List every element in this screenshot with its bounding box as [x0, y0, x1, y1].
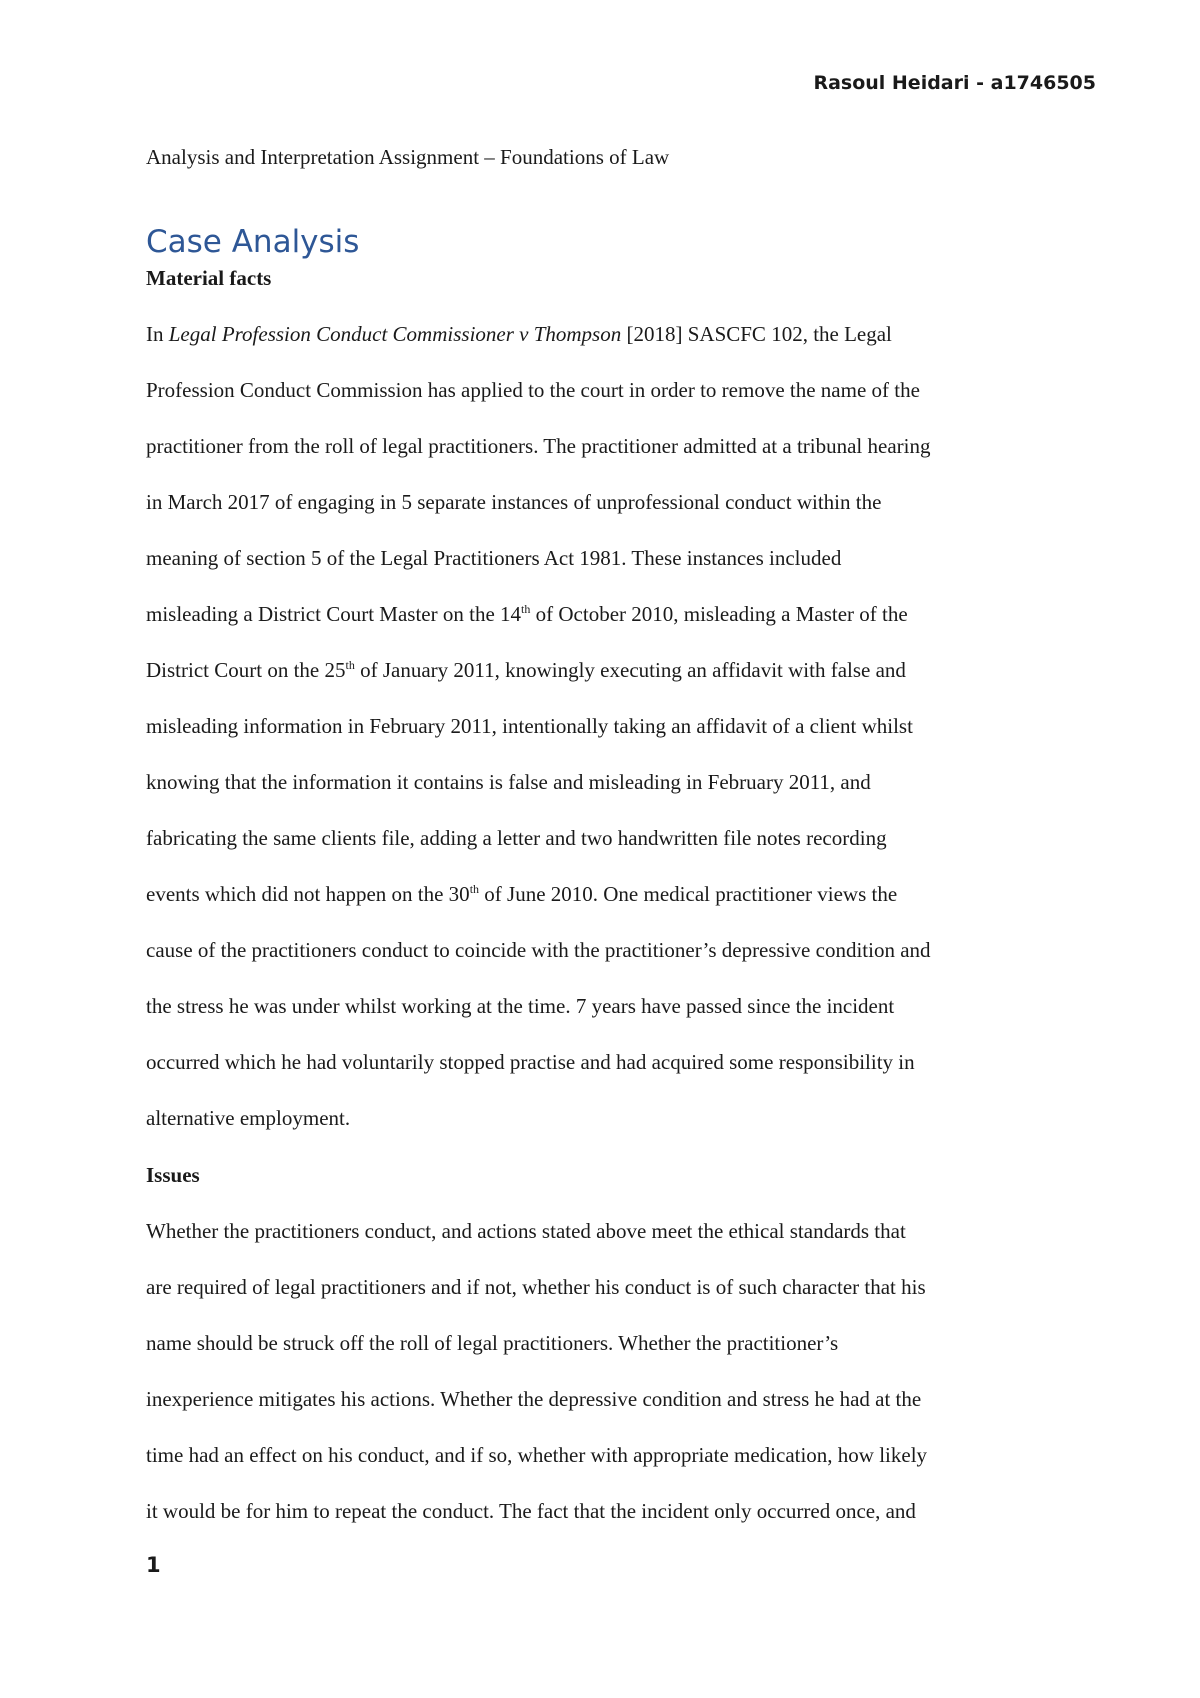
paragraph-material-facts	[146, 306, 1066, 1146]
text-line: are required of legal practitioners and if not, whether his conduct is of such character that his	[146, 1275, 926, 1299]
ordinal-superscript: th	[521, 602, 531, 616]
text-run: District Court on the 25	[146, 658, 346, 682]
text-line: the stress he was under whilst working at the time. 7 years have passed since the incident	[146, 994, 895, 1018]
text-line: alternative employment.	[146, 1106, 351, 1130]
text-line	[146, 306, 1066, 362]
text-line: it would be for him to repeat the conduct. The fact that the incident only occurred once, and	[146, 1499, 916, 1523]
text-line: fabricating the same clients file, adding a letter and two handwritten file notes recording	[146, 826, 887, 850]
text-line: cause of the practitioners conduct to coincide with the practitioner’s depressive condition and	[146, 938, 931, 962]
text-line: practitioner from the roll of legal practitioners. The practitioner admitted at a tribunal hearing	[146, 434, 931, 458]
text-line	[146, 642, 1066, 698]
ordinal-superscript: th	[469, 882, 480, 896]
text-line: misleading information in February 2011, intentionally taking an affidavit of a client whilst	[146, 714, 913, 738]
subheading-issues: Issues	[146, 1163, 200, 1187]
text-line	[146, 866, 1066, 922]
text-run: of January 2011, knowingly executing an affidavit with false and	[354, 658, 906, 682]
subheading-material-facts: Material facts	[146, 266, 272, 290]
text-run: of June 2010. One medical practitioner views the	[479, 882, 898, 906]
text-line: knowing that the information it contains is false and misleading in February 2011, and	[146, 770, 871, 794]
case-citation-italic: Legal Profession Conduct Commissioner v Thompson	[168, 322, 622, 346]
paragraph-issues	[146, 1203, 1066, 1539]
text-line: time had an effect on his conduct, and if so, whether with appropriate medication, how likely	[146, 1443, 928, 1467]
text-line: Whether the practitioners conduct, and actions stated above meet the ethical standards that	[146, 1219, 906, 1243]
text-line: occurred which he had voluntarily stopped practise and had acquired some responsibility in	[146, 1050, 915, 1074]
text-line: Profession Conduct Commission has applied to the court in order to remove the name of the	[146, 378, 920, 402]
header-author-line: Rasoul Heidari - a1746505	[813, 72, 1096, 94]
text-line: in March 2017 of engaging in 5 separate instances of unprofessional conduct within the	[146, 490, 882, 514]
section-heading-case-analysis: Case Analysis	[146, 224, 360, 260]
ordinal-superscript: th	[345, 658, 355, 672]
text-run: misleading a District Court Master on the 14	[146, 602, 522, 626]
text-line	[146, 586, 1066, 642]
text-line: inexperience mitigates his actions. Whether the depressive condition and stress he had at the	[146, 1387, 922, 1411]
text-run: of October 2010, misleading a Master of the	[530, 602, 908, 626]
text-run: [2018] SASCFC 102, the Legal	[621, 322, 892, 346]
page-number: 1	[146, 1553, 161, 1577]
text-line: name should be struck off the roll of legal practitioners. Whether the practitioner’s	[146, 1331, 839, 1355]
text-run: In	[146, 322, 169, 346]
text-run: events which did not happen on the 30	[146, 882, 470, 906]
text-line: meaning of section 5 of the Legal Practitioners Act 1981. These instances included	[146, 546, 842, 570]
document-title: Analysis and Interpretation Assignment – Foundations of Law	[146, 145, 670, 169]
